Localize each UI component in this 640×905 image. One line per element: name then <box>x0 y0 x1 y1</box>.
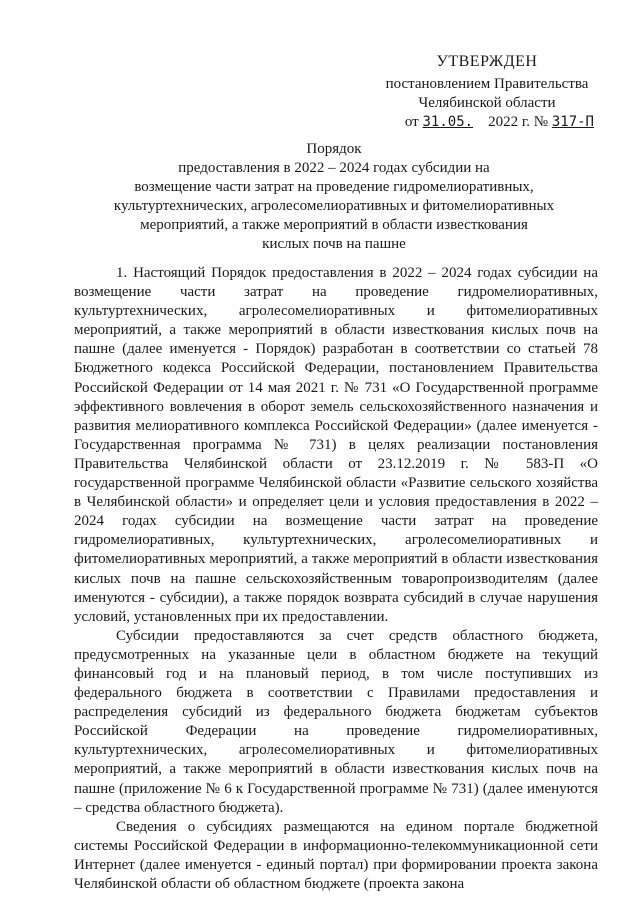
title-line: возмещение части затрат на проведение гидромелиоративных, <box>134 179 534 195</box>
title-line: предоставления в 2022 – 2024 годах субсидии на <box>178 160 490 176</box>
document-title <box>74 140 594 254</box>
approval-year: 2022 г. № <box>488 114 549 130</box>
approval-line-2: Челябинской области <box>418 95 556 111</box>
approval-date-line <box>372 113 594 132</box>
approval-number: 317-П <box>551 114 594 130</box>
date-prefix: от <box>404 114 419 130</box>
approval-stamp <box>372 52 602 132</box>
approval-heading: УТВЕРЖДЕН <box>436 53 538 70</box>
title-line: мероприятий, а также мероприятий в области известкования <box>140 217 528 233</box>
approval-date: 31.05. <box>422 114 474 130</box>
document-body <box>74 264 598 894</box>
approval-line-1: постановлением Правительства <box>385 76 589 92</box>
title-line: кислых почв на пашне <box>262 236 406 252</box>
title-line: культуртехнических, агролесомелиоративных и фитомелиоративных <box>113 198 555 214</box>
body-paragraph: 1. Настоящий Порядок предоставления в 2022 – 2024 годах субсидии на возмещение части затрат на проведение гидромелиоративных, культуртехнических, агролесомелиоративных и фитомелиоративных мероприятий, а также мероприятий в области известкования кислых почв на пашне (далее именуется - Порядок) разработан в соответствии со статьей 78 Бюджетного кодекса Российской Федерации, постановлением Правительства Российской Федерации от 14 мая 2021 г. № 731 «О Государственной программе эффективного вовлечения в оборот земель сельскохозяйственного назначения и развития мелиоративного комплекса Российской Федерации» (далее именуется - Государственная программа № 731) в целях реализации постановления Правительства Челябинской области от 23.12.2019 г. № 583-П «О государственной программе Челябинской области «Развитие сельского хозяйства в Челябинской области» и определяет цели и условия предоставления в 2022 – 2024 годах субсидии на возмещение части затрат на проведение гидромелиоративных, культуртехнических, агролесомелиоративных и фитомелиоративных мероприятий, а также мероприятий в области известкования кислых почв на пашне сельскохозяйственным товаропроизводителям (далее именуются - субсидии), а также порядок возврата субсидий в случае нарушения условий, установленных при их предоставлении. <box>74 265 598 625</box>
body-paragraph: Субсидии предоставляются за счет средств областного бюджета, предусмотренных на указанные цели в областном бюджете на текущий финансовый год и на плановый период, в том числе поступивших из федерального бюджета в соответствии с Правилами предоставления и распределения субсидий из федерального бюджета бюджетам субъектов Российской Федерации на проведение гидромелиоративных, культуртехнических, агролесомелиоративных и фитомелиоративных мероприятий, а также мероприятий в области известкования кислых почв на пашне (приложение № 6 к Государственной программе № 731) (далее именуются – средства областного бюджета). <box>74 627 598 816</box>
title-line: Порядок <box>306 141 362 157</box>
body-paragraph: Сведения о субсидиях размещаются на едином портале бюджетной системы Российской Федерации в информационно-телекоммуникационной сети Интернет (далее именуется - единый портал) при формировании проекта закона Челябинской области об областном бюджете (проекта закона <box>74 818 598 892</box>
